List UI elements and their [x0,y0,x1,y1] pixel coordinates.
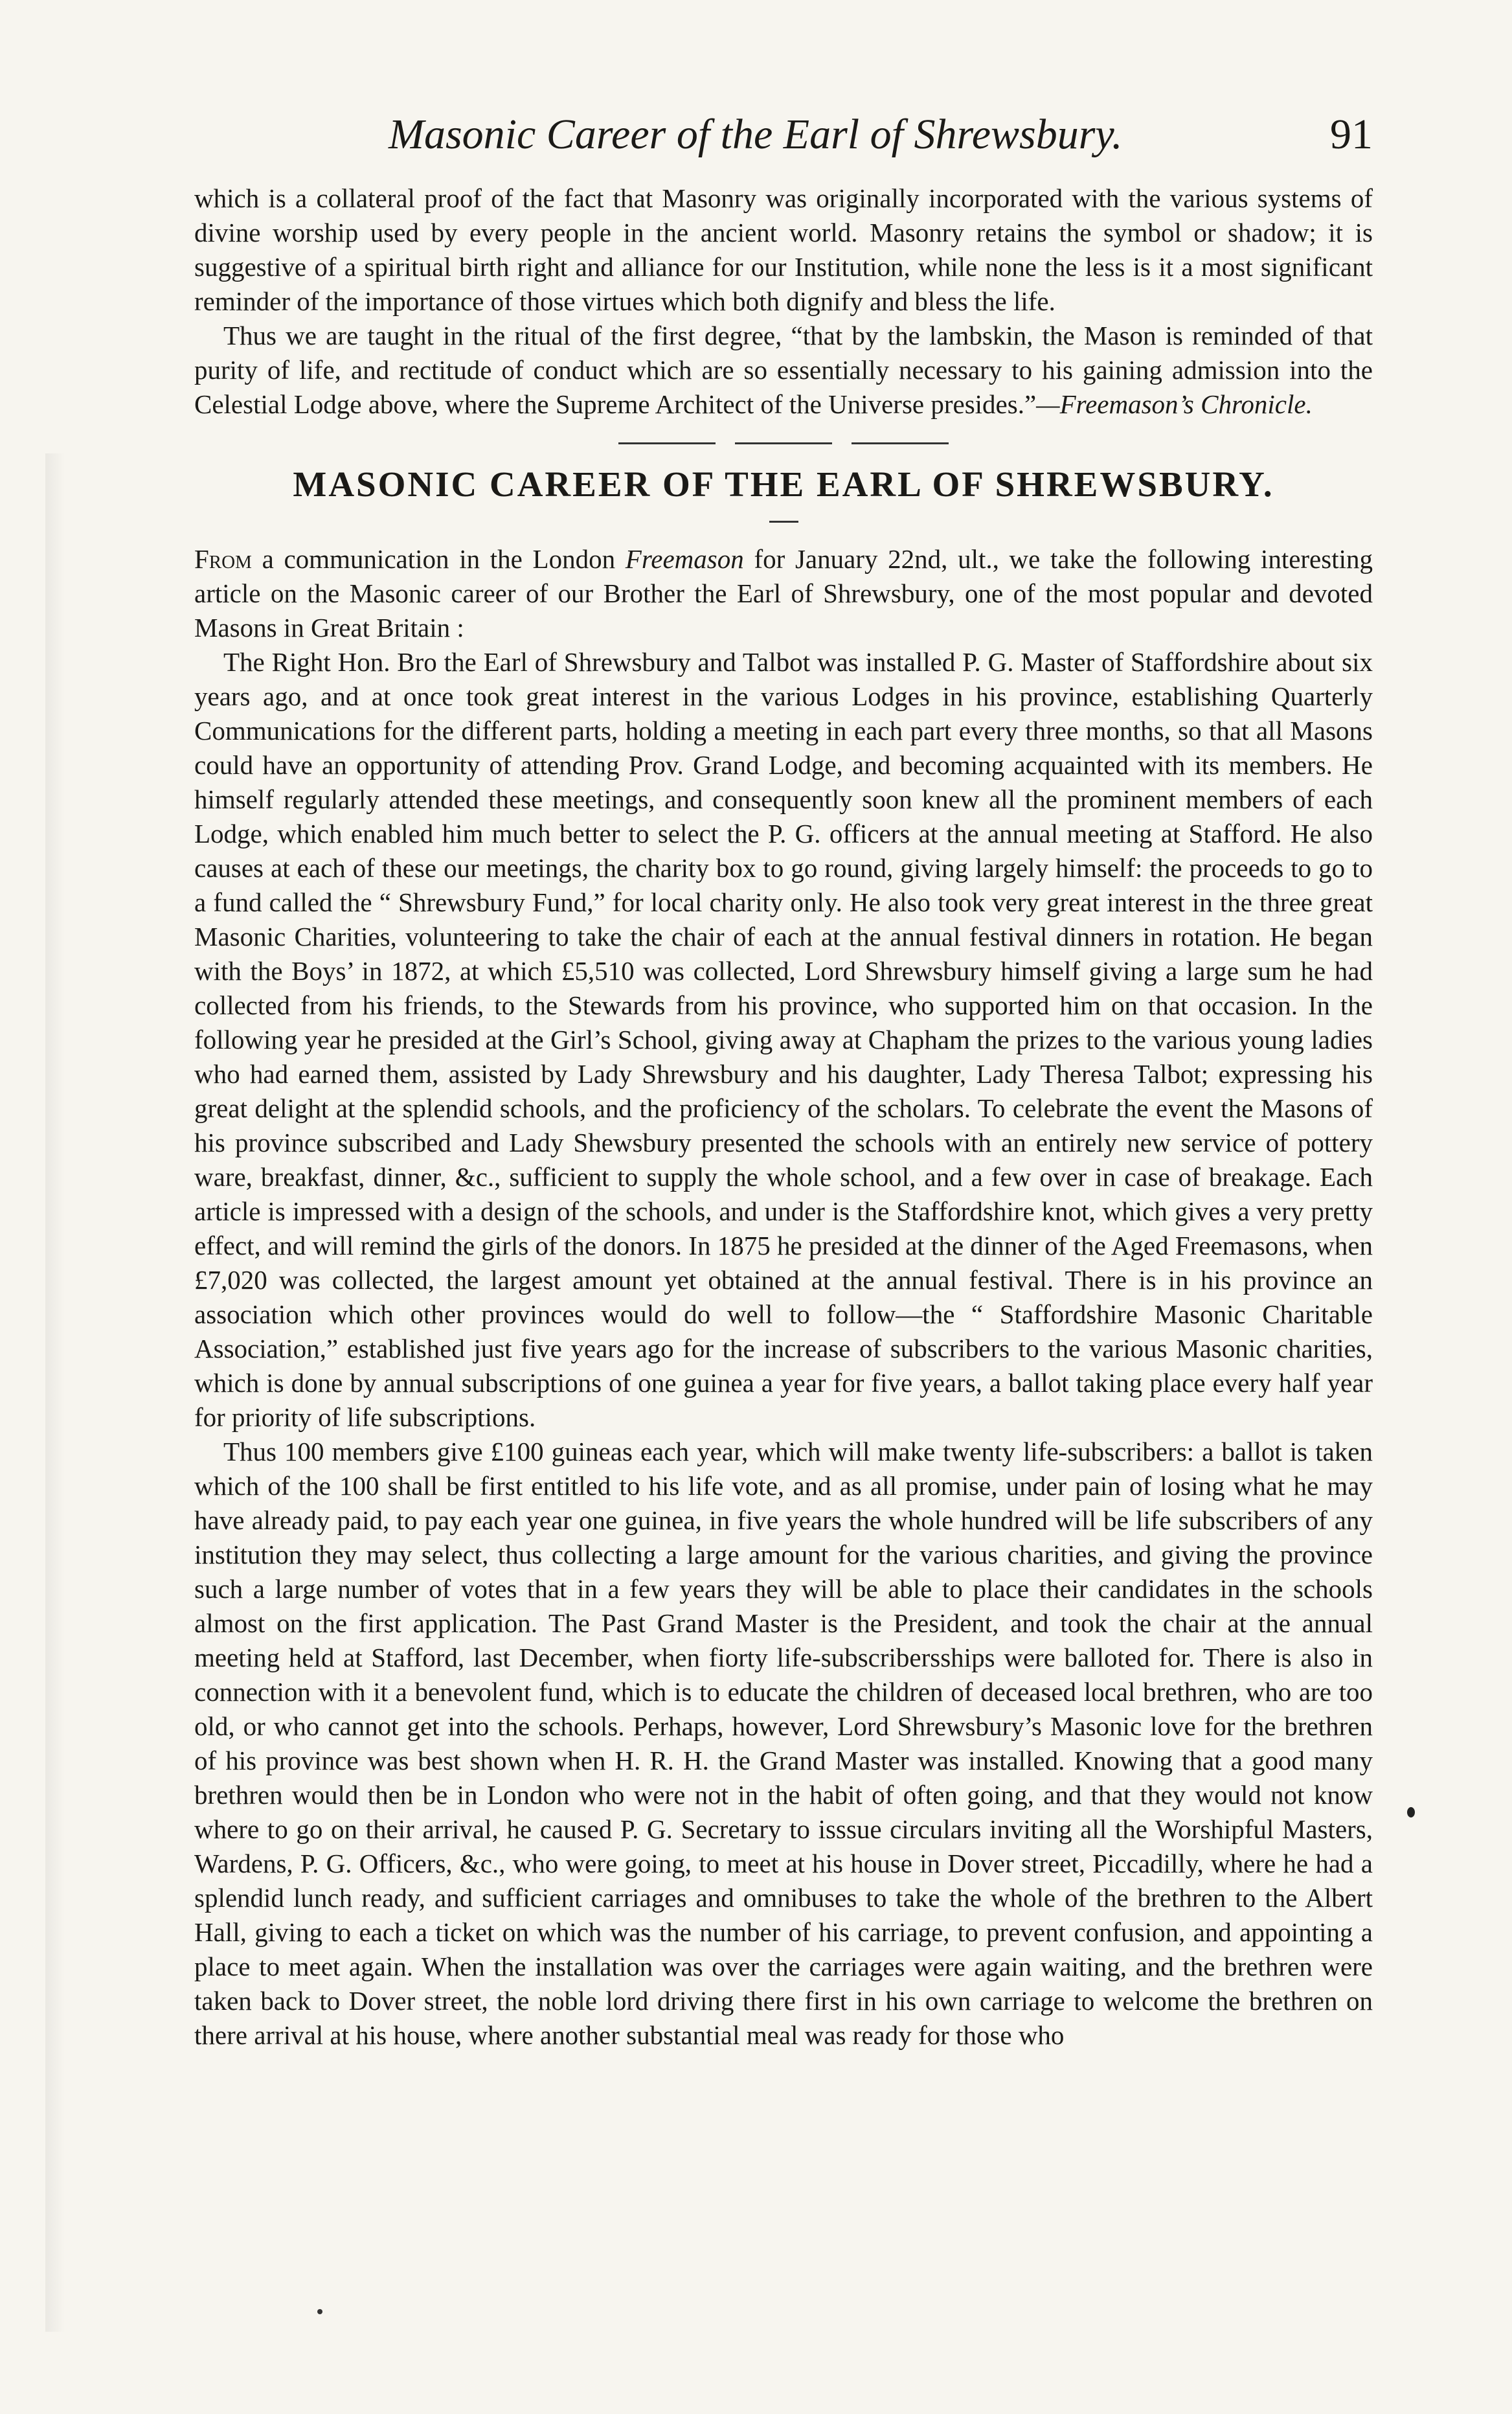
article-body [194,542,1373,2053]
paragraph: From a communication in the London Freemason for January 22nd, ult., we take the following interesting article on the Masonic career of our Brother the Earl of Shrewsbury, one of the most popular and devoted Masons in Great Britain : [194,544,1373,643]
newspaper-name: Freemason [625,544,744,574]
paragraph: Thus we are taught in the ritual of the first degree, “that by the lambskin, the Mason is reminded of that purity of life, and rectitude of conduct which are so essentially necessary to his gaining admission into the Celestial Lodge above, where the Supreme Architect of the Universe presides.”—Freemason’s Chronicle. [194,321,1373,419]
paragraph: The Right Hon. Bro the Earl of Shrewsbury and Talbot was installed P. G. Master of Staffordshire about six years ago, and at once took great interest in the various Lodges in his province, establishing Quarterly Communications for the different parts, holding a meeting in each part every three months, so that all Masons could have an opportunity of attending Prov. Grand Lodge, and becoming acquainted with its members. He himself regularly attended these meetings, and consequently soon knew all the prominent members of each Lodge, which enabled him much better to select the P. G. officers at the annual meeting at Stafford. He also causes at each of these our meetings, the charity box to go round, giving largely himself: the proceeds to go to a fund called the “ Shrewsbury Fund,” for local charity only. He also took very great interest in the three great Masonic Charities, volunteering to take the chair of each at the annual festival dinners in rotation. He began with the Boys’ in 1872, at which £5,510 was collected, Lord Shrewsbury himself giving a large sum he had collected from his friends, to the Stewards from his province, who supported him on that occasion. In the following year he presided at the Girl’s School, giving away at Chapham the prizes to the various young ladies who had earned them, assisted by Lady Shrewsbury and his daughter, Lady Theresa Talbot; expressing his great delight at the splendid schools, and the proficiency of the scholars. To celebrate the event the Masons of his province subscribed and Lady Shewsbury presented the schools with an entirely new service of pottery ware, breakfast, dinner, &c., sufficient to supply the whole school, and a few over in case of breakage. Each article is impressed with a design of the schools, and under is the Staffordshire knot, which gives a very pretty effect, and will remind the girls of the donors. In 1875 he presided at the dinner of the Aged Freemasons, when £7,020 was collected, the largest amount yet obtained at the annual festival. There is in his province an association which other provinces would do well to follow—the “ Staffordshire Masonic Charitable Association,” established just five years ago for the increase of subscribers to the various Masonic charities, which is done by annual subscriptions of one guinea a year for five years, a ballot taking place every half year for priority of life subscriptions. [194,647,1373,1432]
divider-rule [618,442,716,444]
divider-rule [852,442,949,444]
title-rule [769,521,798,523]
source-attribution: —Freemason’s Chronicle. [1036,389,1313,419]
paragraph: which is a collateral proof of the fact that Masonry was originally incorporated with the various systems of divine worship used by every people in the ancient world. Masonry retains the symbol or shadow; it is suggestive of a spiritual birth right and alliance for our Institution, while none the less is it a most significant reminder of the importance of those virtues which both dignify and bless the life. [194,183,1373,316]
running-head [194,110,1373,181]
previous-article-ending [194,181,1373,422]
running-title: Masonic Career of the Earl of Shrewsbury. [389,111,1123,158]
margin-mark [1407,1807,1415,1817]
paragraph: Thus 100 members give £100 guineas each year, which will make twenty life-subscribers: a ballot is taken which of the 100 shall be first entitled to his life vote, and as all promise, under pain of losing what he may have already paid, to pay each year one guinea, in five years the whole hundred will be life subscribers of any institution they may select, thus collecting a large amount for the various charities, and giving the province such a large number of votes that in a few years they will be able to place their candidates in the schools almost on the first application. The Past Grand Master is the President, and took the chair at the annual meeting held at Stafford, last December, when fiorty life-subscribersships were balloted for. There is also in connection with it a benevolent fund, which is to educate the children of deceased local brethren, who are too old, or who cannot get into the schools. Perhaps, however, Lord Shrewsbury’s Masonic love for the brethren of his province was best shown when H. R. H. the Grand Master was installed. Knowing that a good many brethren would then be in London who were not in the habit of often going, and that they would not know where to go on their arrival, he caused P. G. Secretary to isssue circulars inviting all the Worshipful Masters, Wardens, P. G. Officers, &c., who were going, to meet at his house in Dover street, Piccadilly, where he had a splendid lunch ready, and sufficient carriages and omnibuses to take the whole of the brethren to the Albert Hall, giving to each a ticket on which was the number of his carriage, to prevent confusion, and appointing a place to meet again. When the installation was over the carriages were again waiting, and the brethren were taken back to Dover street, the noble lord driving there first in his own carriage to welcome the brethren on there arrival at his house, where another substantial meal was ready for those who [194,1437,1373,2050]
article-title: MASONIC CAREER OF THE EARL OF SHREWSBURY. [293,464,1274,504]
section-divider [194,442,1373,444]
gutter-shadow [45,453,65,2332]
divider-rule [735,442,832,444]
lead-word: From [194,544,252,574]
page-number: 91 [1330,111,1373,158]
ink-speck [317,2309,322,2314]
book-page [194,110,1373,2053]
